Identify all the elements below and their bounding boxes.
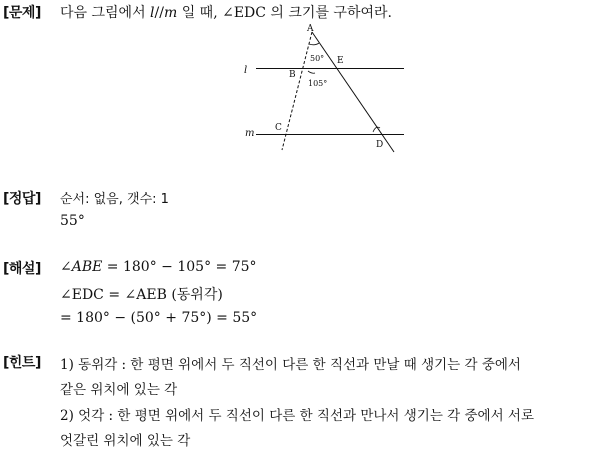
hint-line-2: 같은 위치에 있는 각 bbox=[60, 382, 178, 398]
label-b: B bbox=[289, 70, 296, 80]
solution-line-1 bbox=[60, 259, 257, 275]
solution-line-3: = 180° − (50° + 75°) = 55° bbox=[60, 310, 258, 326]
label-d: D bbox=[376, 140, 384, 150]
solution-tag: [해설] bbox=[3, 261, 41, 277]
answer-order-count: 순서: 없음, 갯수: 1 bbox=[60, 192, 169, 207]
angle-arc-a bbox=[309, 43, 319, 45]
label-angle-b: 105° bbox=[308, 79, 328, 88]
problem-text-before: 다음 그림에서 bbox=[60, 5, 151, 21]
math-m: m bbox=[163, 5, 178, 21]
solution-line-2: ∠EDC = ∠AEB (동위각) bbox=[60, 287, 223, 303]
label-angle-top: 50° bbox=[310, 54, 325, 63]
hint-tag: [힌트] bbox=[3, 355, 41, 371]
solution-line-1-rhs: = 180° − 105° = 75° bbox=[102, 259, 257, 275]
problem-statement bbox=[60, 2, 392, 22]
angle-arc-b bbox=[308, 71, 315, 73]
math-parallel: // bbox=[154, 5, 164, 21]
dashed-transversal bbox=[282, 32, 312, 150]
problem-tag: [문제] bbox=[3, 5, 41, 21]
hint-line-3: 2) 엇각 : 한 평면 위에서 두 직선이 다른 한 직선과 만나서 생기는 각 중에서 서로 bbox=[60, 408, 535, 424]
hint-line-4: 엇갈린 위치에 있는 각 bbox=[60, 433, 191, 449]
label-e: E bbox=[337, 56, 344, 66]
label-c: C bbox=[275, 123, 282, 133]
answer-value: 55° bbox=[60, 213, 85, 229]
problem-text-after: 일 때, ∠EDC 의 크기를 구하여라. bbox=[177, 5, 392, 21]
math-l: l bbox=[150, 5, 155, 21]
answer-tag: [정답] bbox=[3, 191, 41, 207]
label-a: A bbox=[307, 24, 314, 34]
label-l: l bbox=[244, 65, 248, 76]
geometry-figure bbox=[240, 22, 410, 154]
angle-abe: ∠ABE bbox=[60, 259, 103, 275]
hint-line-1: 1) 동위각 : 한 평면 위에서 두 직선이 다른 한 직선과 만날 때 생기는 각 중에서 bbox=[60, 357, 521, 373]
label-m: m bbox=[245, 128, 255, 139]
